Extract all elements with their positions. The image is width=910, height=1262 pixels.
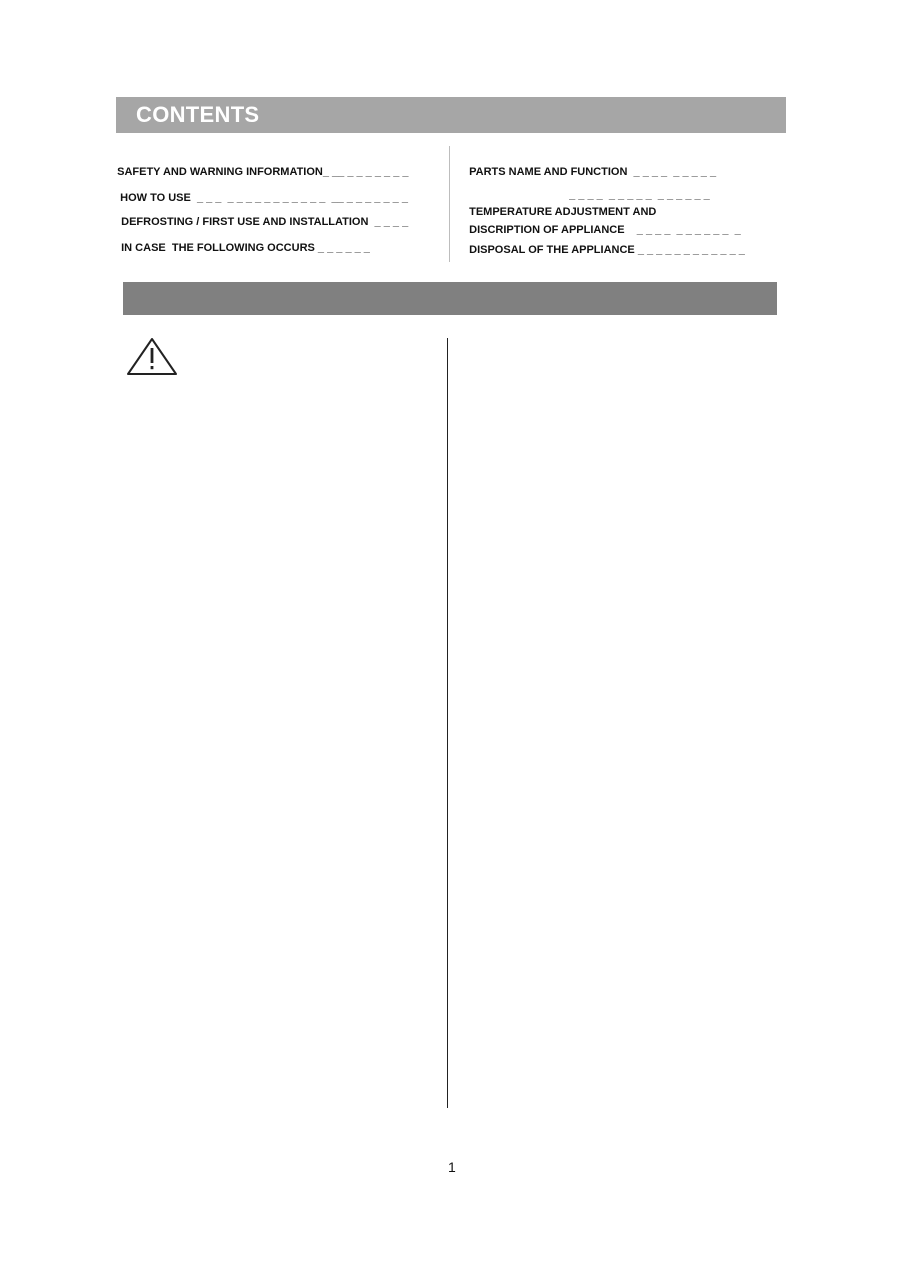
toc-leader: _ _ _ _ _ _ _ _ _ xyxy=(633,166,717,178)
toc-leader: _ _ _ _ _ _ _ _ _ _ _ _ _ _ __ _ _ _ _ _ _ _ xyxy=(196,192,408,204)
toc-leader: _ _ _ _ _ _ _ _ _ _ _ xyxy=(636,224,741,236)
toc-leader: _ _ _ _ _ _ _ _ _ _ _ _ xyxy=(637,244,745,256)
toc-label: DISPOSAL OF THE APPLIANCE xyxy=(469,244,635,256)
section-header-bar xyxy=(123,282,777,315)
toc-entry-parts-name xyxy=(463,154,716,178)
toc-entry-defrosting xyxy=(115,204,408,228)
warning-triangle-icon xyxy=(125,336,179,378)
toc-label: PARTS NAME AND FUNCTION xyxy=(469,166,628,178)
toc-column-divider xyxy=(449,146,450,262)
toc-label: DISCRIPTION OF APPLIANCE xyxy=(469,224,625,236)
toc-entry-in-case xyxy=(115,230,370,254)
toc-leader: _ _ _ _ xyxy=(374,216,409,228)
toc-label: TEMPERATURE ADJUSTMENT AND xyxy=(469,206,657,218)
toc-leader: _ __ _ _ _ _ _ _ _ xyxy=(322,166,409,178)
toc-label: DEFROSTING / FIRST USE AND INSTALLATION xyxy=(121,216,369,228)
toc-entry-how-to-use xyxy=(114,180,408,204)
page-number: 1 xyxy=(448,1159,456,1175)
body-column-divider xyxy=(447,338,448,1108)
contents-header xyxy=(116,97,786,133)
toc-label: SAFETY AND WARNING INFORMATION xyxy=(117,166,323,178)
toc-label: HOW TO USE xyxy=(120,192,191,204)
toc-label: IN CASE THE FOLLOWING OCCURS xyxy=(121,242,315,254)
contents-title: CONTENTS xyxy=(136,102,260,127)
toc-entry-safety xyxy=(111,154,409,178)
toc-leader: _ _ _ _ _ _ xyxy=(317,242,370,254)
toc-leader: _ _ _ _ _ _ _ _ _ _ _ _ _ _ _ xyxy=(569,189,710,201)
toc-entry-disposal xyxy=(463,232,745,256)
